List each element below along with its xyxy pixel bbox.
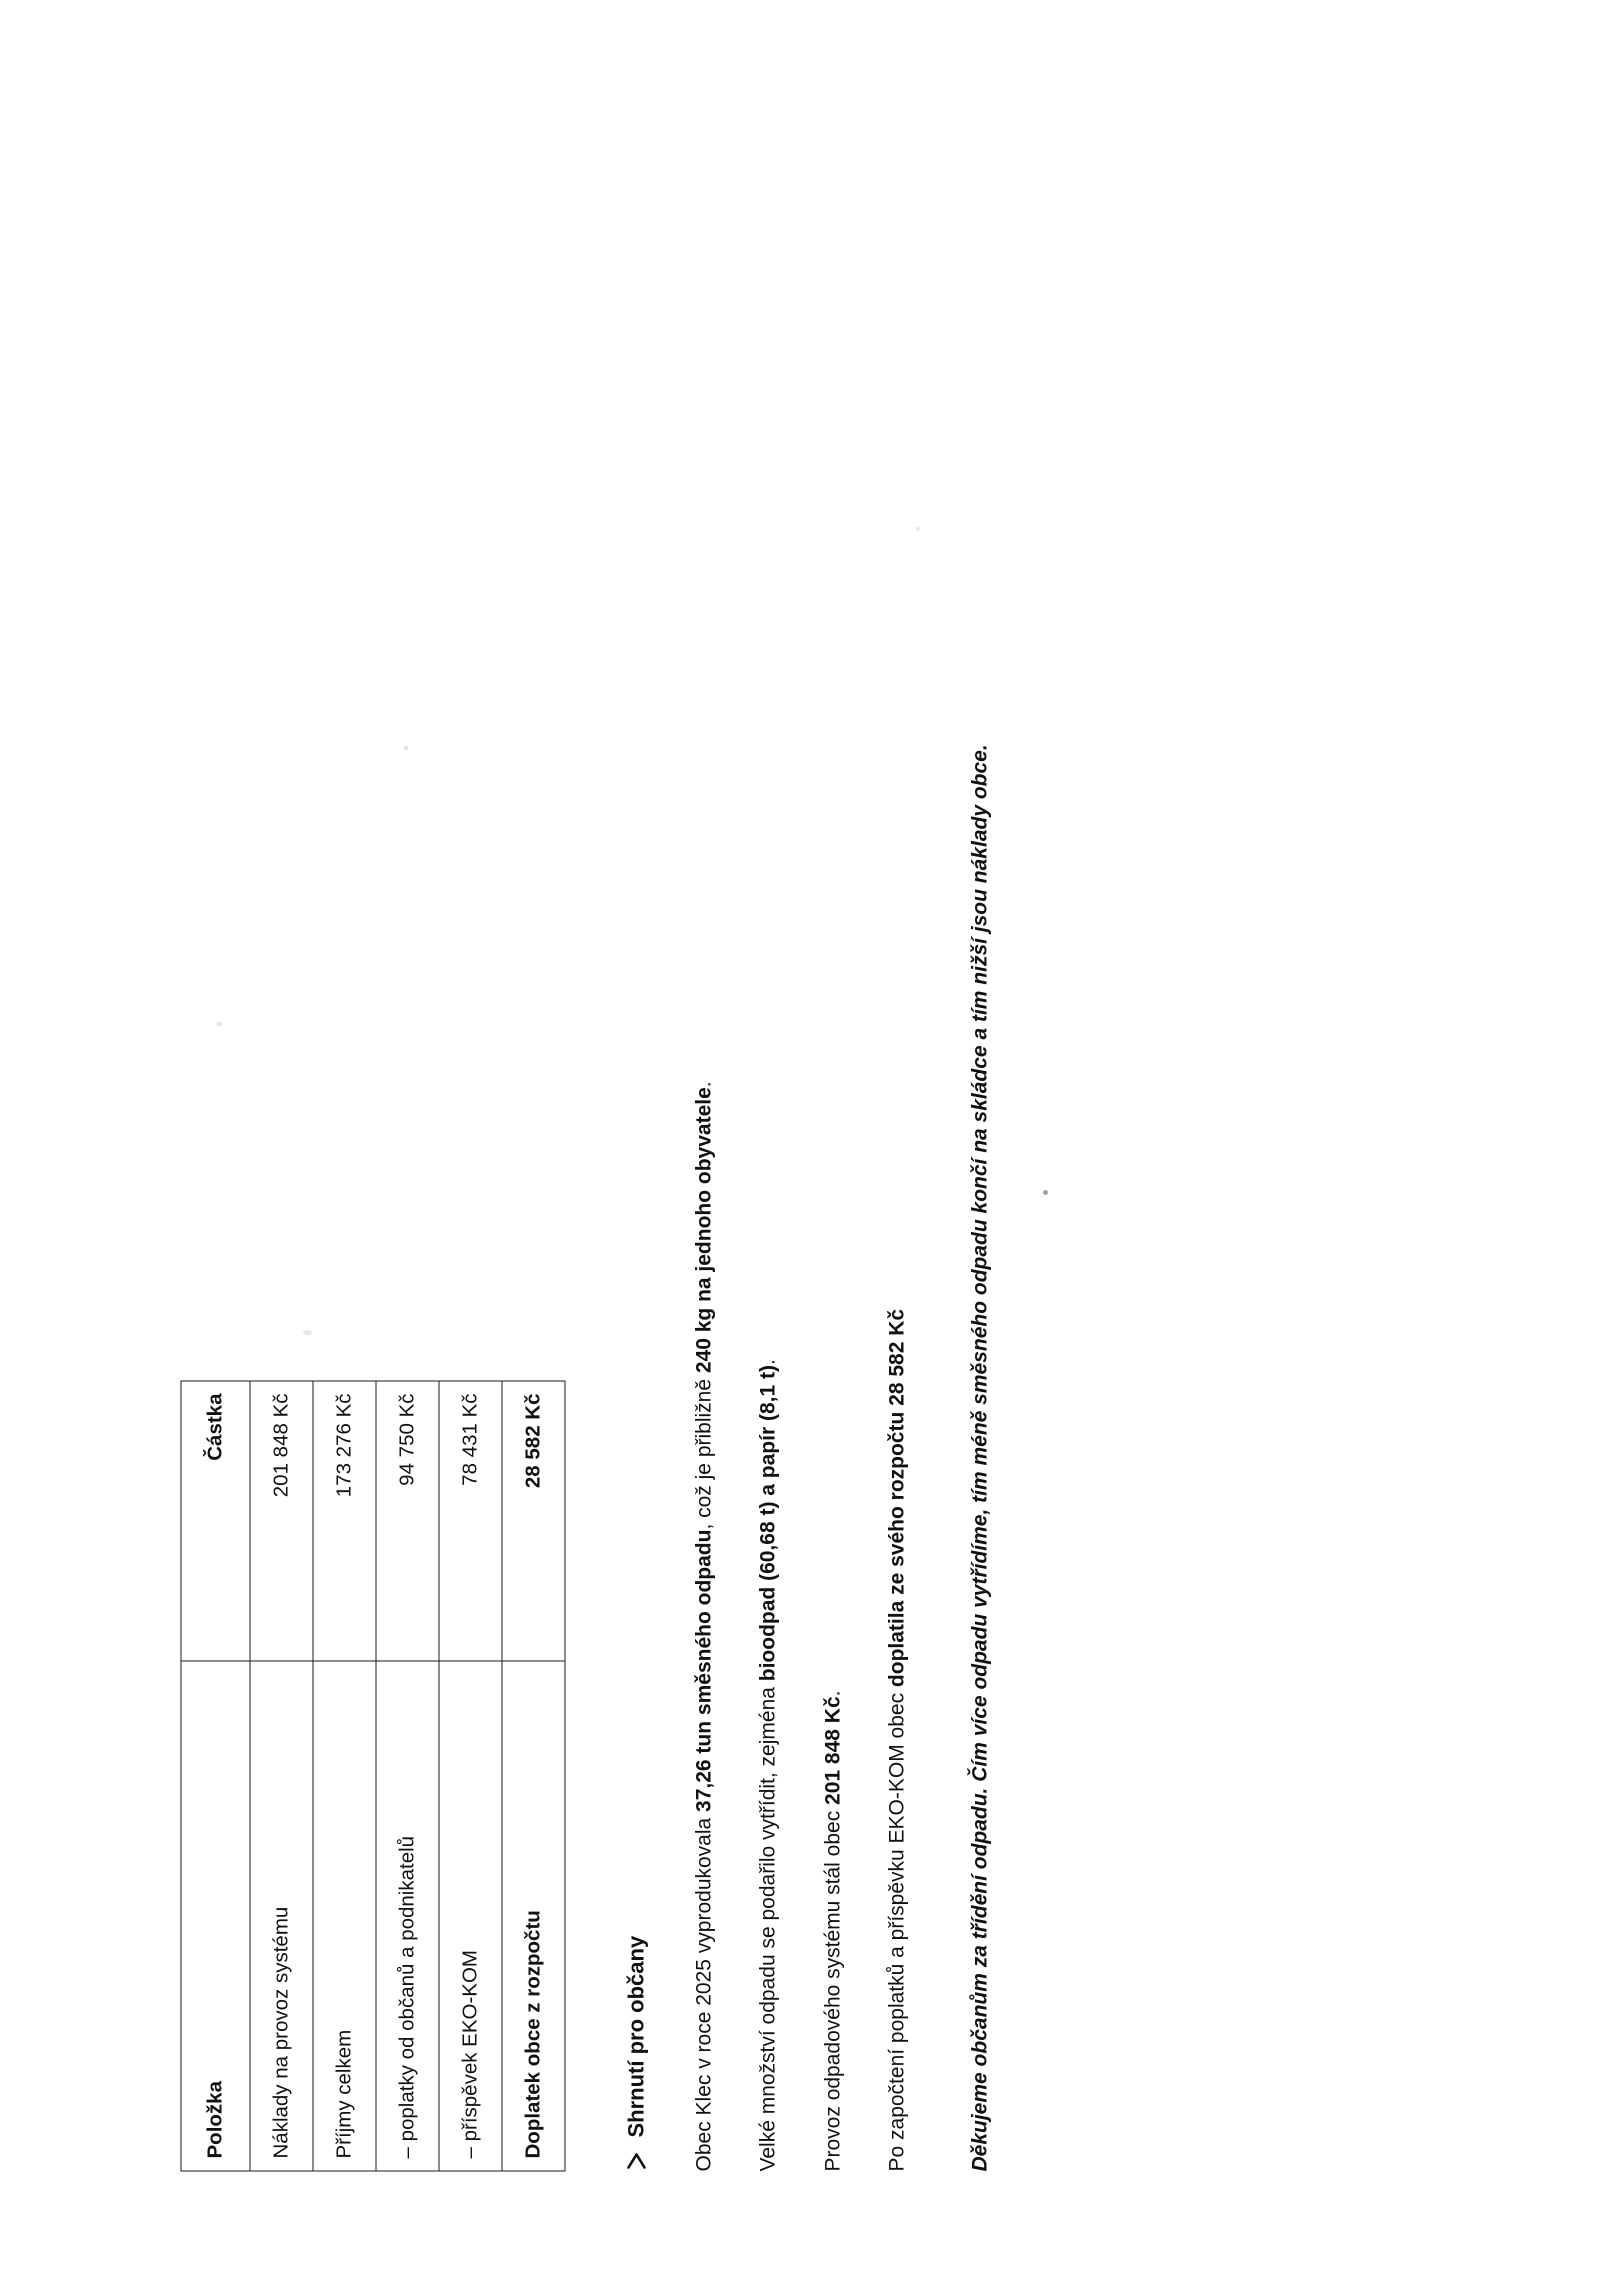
document-body (180, 301, 1016, 2171)
table-row (439, 1381, 502, 2171)
summary-paragraph-4: Po započtení poplatků a příspěvku EKO-KOM obec doplatila ze svého rozpočtu 28 582 Kč (885, 1308, 909, 2171)
cell-amount: 173 276 Kč (313, 1381, 376, 1661)
table-header-row (181, 1381, 250, 2171)
table-row-total (502, 1381, 565, 2171)
cell-item: Doplatek obce z rozpočtu (502, 1661, 565, 2171)
table-row (313, 1381, 376, 2171)
summary-heading-label: Shrnutí pro občany (623, 1935, 648, 2137)
cell-item: – poplatky od občanů a podnikatelů (376, 1661, 439, 2171)
summary-paragraph-3: Provoz odpadového systému stál obec 201 848 Kč. (820, 1690, 844, 2171)
cell-item: – příspěvek EKO-KOM (439, 1661, 502, 2171)
cell-item: Příjmy celkem (313, 1661, 376, 2171)
scan-artifact (916, 527, 920, 531)
scan-artifact (1043, 1190, 1048, 1195)
chevron-right-icon (625, 2149, 647, 2171)
summary-paragraph-1: Obec Klec v roce 2025 vyprodukovala 37,26 tun směsného odpadu, což je přibližně 240 kg na jednoho obyvatele. (692, 1080, 715, 2171)
scan-artifact (404, 746, 408, 750)
column-header-item: Položka (181, 1661, 250, 2171)
summary-heading (623, 301, 649, 2171)
scan-artifact (216, 1022, 223, 1026)
table-row (250, 1381, 313, 2171)
column-header-amount: Částka (181, 1381, 250, 1661)
cell-amount: 78 431 Kč (439, 1381, 502, 1661)
summary-closing: Děkujeme občanům za třídění odpadu. Čím více odpadu vytřídíme, tím méně směsného odpadu končí na skládce a tím nižší jsou náklady obce. (967, 743, 991, 2171)
cell-item: Náklady na provoz systému (250, 1661, 313, 2171)
scan-artifact (303, 1330, 312, 1335)
table-row (376, 1381, 439, 2171)
cell-amount: 94 750 Kč (376, 1381, 439, 1661)
cell-amount: 28 582 Kč (502, 1381, 565, 1661)
cell-amount: 201 848 Kč (250, 1381, 313, 1661)
summary-paragraph-2: Velké množství odpadu se podařilo vytřídit, zejména bioodpad (60,68 t) a papír (8,1 t). (756, 1358, 780, 2171)
costs-table (180, 1380, 565, 2171)
